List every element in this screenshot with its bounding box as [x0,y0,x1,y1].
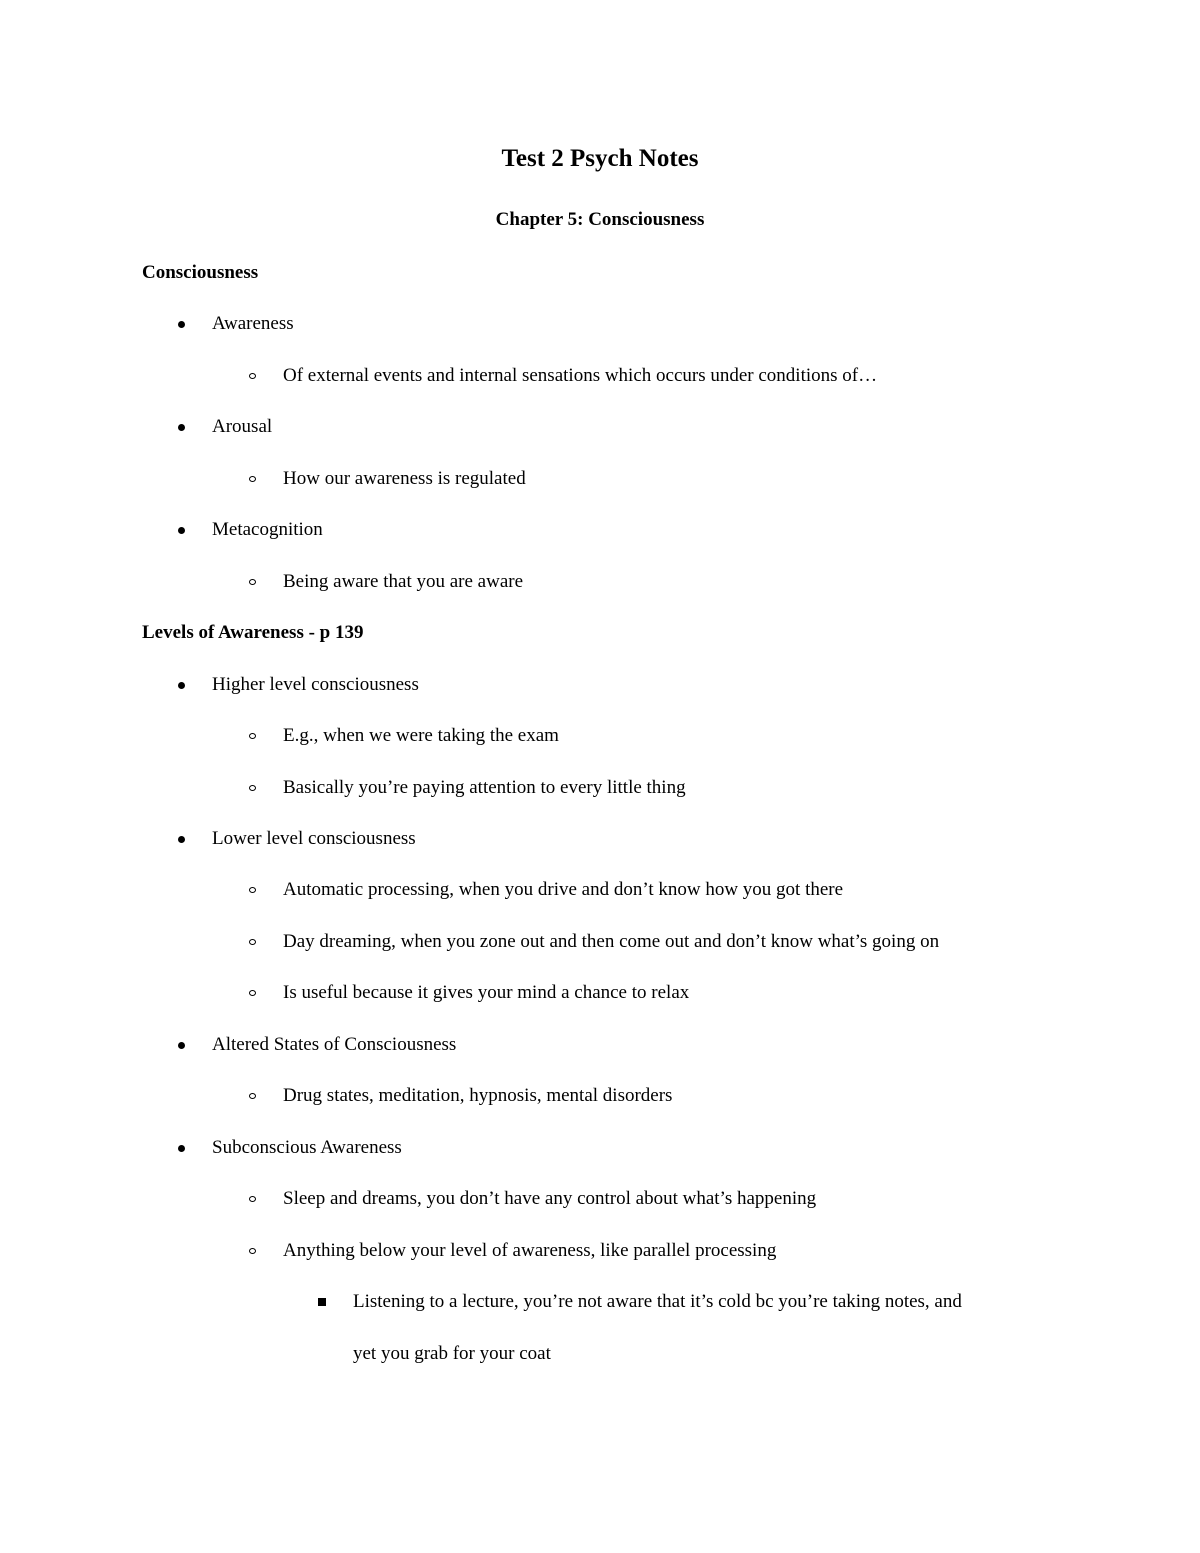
bullet-circle-icon [249,579,256,585]
bullet-square-icon [318,1298,326,1306]
sub-item-lower-level-3: Is useful because it gives your mind a chance to relax [283,982,690,1003]
bullet-circle-icon [249,1196,256,1202]
bullet-disc-icon [178,527,185,534]
list-item-altered-states: Altered States of Consciousness [212,1034,457,1055]
sub-item-higher-level-2: Basically you’re paying attention to every little thing [283,777,686,798]
subsub-item-lecture-line-2: yet you grab for your coat [353,1343,551,1364]
bullet-disc-icon [178,1145,185,1152]
list-item-metacognition: Metacognition [212,519,323,540]
sub-item-arousal-1: How our awareness is regulated [283,468,526,489]
bullet-circle-icon [249,1248,256,1254]
bullet-circle-icon [249,1093,256,1099]
sub-item-higher-level-1: E.g., when we were taking the exam [283,725,559,746]
sub-item-lower-level-2: Day dreaming, when you zone out and then come out and don’t know what’s going on [283,931,940,952]
list-item-arousal: Arousal [212,416,273,437]
list-item-lower-level: Lower level consciousness [212,828,416,849]
bullet-circle-icon [249,373,256,379]
bullet-disc-icon [178,836,185,843]
list-item-higher-level: Higher level consciousness [212,674,419,695]
section-heading-consciousness: Consciousness [142,262,259,283]
sub-item-metacognition-1: Being aware that you are aware [283,571,524,592]
sub-item-awareness-1: Of external events and internal sensations which occurs under conditions of… [283,365,878,386]
list-item-awareness: Awareness [212,313,294,334]
sub-item-subconscious-1: Sleep and dreams, you don’t have any control about what’s happening [283,1188,817,1209]
sub-item-altered-states-1: Drug states, meditation, hypnosis, mental disorders [283,1085,673,1106]
bullet-circle-icon [249,476,256,482]
bullet-disc-icon [178,1042,185,1049]
chapter-subtitle: Chapter 5: Consciousness [495,209,705,230]
sub-item-lower-level-1: Automatic processing, when you drive and don’t know how you got there [283,879,844,900]
section-heading-levels-of-awareness: Levels of Awareness - p 139 [142,622,364,643]
bullet-circle-icon [249,785,256,791]
list-item-subconscious: Subconscious Awareness [212,1137,402,1158]
bullet-disc-icon [178,424,185,431]
sub-item-subconscious-2: Anything below your level of awareness, like parallel processing [283,1240,777,1261]
bullet-circle-icon [249,939,256,945]
bullet-disc-icon [178,682,185,689]
document-title: Test 2 Psych Notes [501,145,699,172]
bullet-circle-icon [249,733,256,739]
bullet-circle-icon [249,990,256,996]
bullet-circle-icon [249,887,256,893]
subsub-item-lecture-line-1: Listening to a lecture, you’re not aware that it’s cold bc you’re taking notes, and [353,1291,962,1312]
bullet-disc-icon [178,321,185,328]
